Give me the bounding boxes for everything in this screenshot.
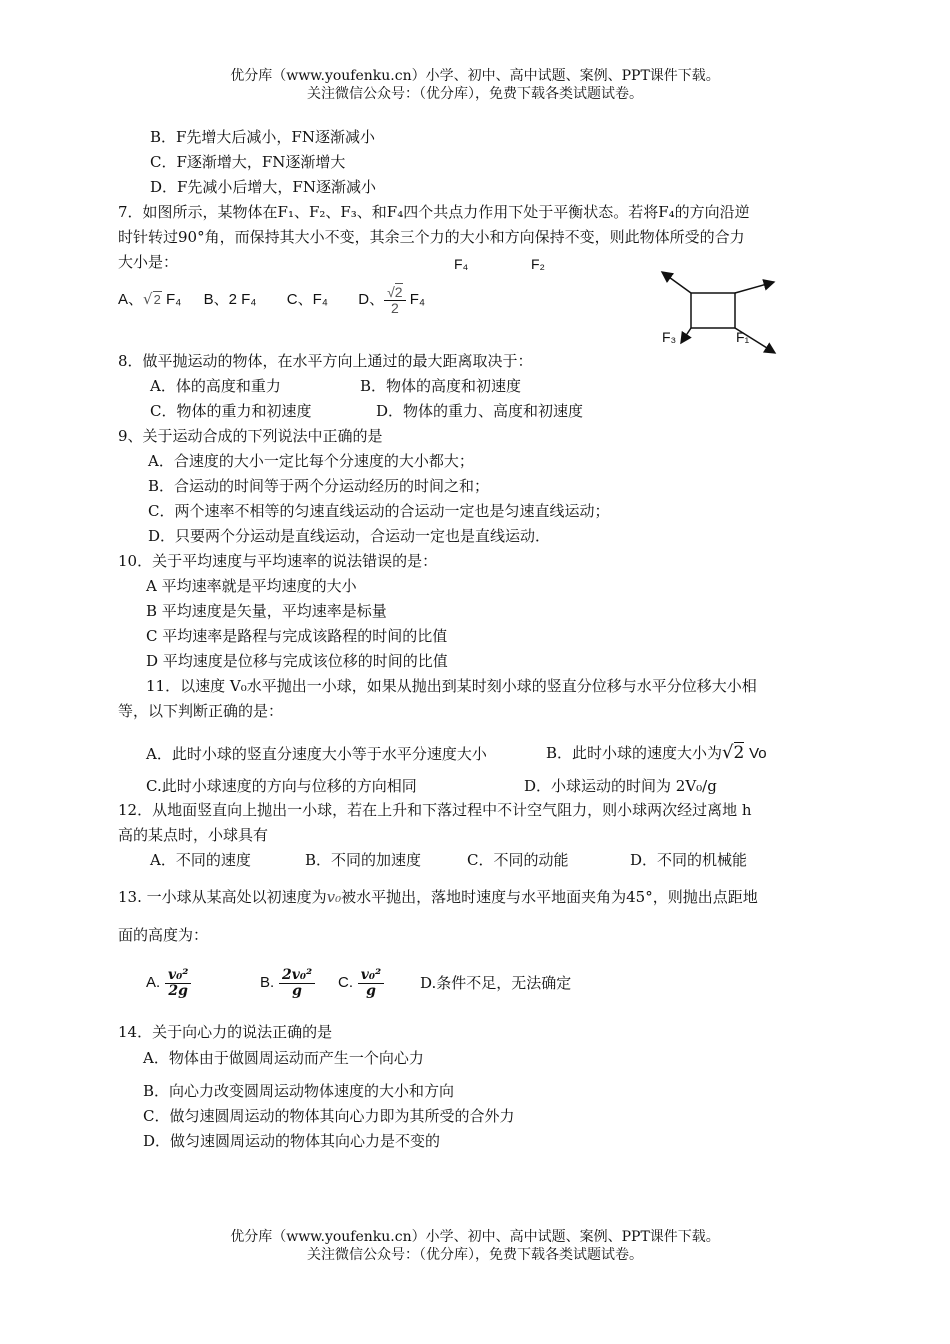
q13-stem-line1: 13. 一小球从某高处以初速度为v₀被水平抛出，落地时速度与水平地面夹角为45°，则抛出点距地 [118,888,758,906]
q8-stem: 8．做平抛运动的物体，在水平方向上通过的最大距离取决于： [118,352,533,370]
page-footer-line2: 关注微信公众号：（优分库），免费下载各类试题试卷。 [307,1247,643,1263]
q7-stem-line2: 时针转过90°角，而保持其大小不变，其余三个力的大小和方向保持不变，则此物体所受的合力 [118,228,745,246]
q7-stem-line1: 7．如图所示，某物体在F₁、F₂、F₃、和F₄四个共点力作用下处于平衡状态。若将F₄的方向沿逆 [118,203,750,221]
q10-option-b: B 平均速度是矢量，平均速率是标量 [146,602,387,620]
q9-option-a: A．合速度的大小一定比每个分速度的大小都大； [148,452,474,470]
q7-option-b: B、2 F₄ [203,291,257,308]
q13-option-b: B. $\frac{\text{2v₀²}}{g}$ [260,960,315,1005]
q6-option-c: C．F逐渐增大，FN逐渐增大 [150,153,346,171]
q7-arrow-f4 [662,272,691,293]
q11-stem-line2: 等，以下判断正确的是： [118,702,284,720]
q8-option-b: B．物体的高度和初速度 [360,377,522,395]
q7-stem-line3: 大小是： [118,253,179,271]
q7-option-c: C、F₄ [286,291,328,308]
q6-option-d: D．F先减小后增大，FN逐渐减小 [150,178,376,196]
q6-option-b: B．F先增大后减小，FN逐渐减小 [150,128,375,146]
q12-stem-line1: 12．从地面竖直向上抛出一小球，若在上升和下落过程中不计空气阻力，则小球两次经过离地 h [118,801,752,819]
q12-option-a: A．不同的速度 [150,851,251,869]
q7-label-f1: F₁ [736,329,750,345]
q9-stem: 9、关于运动合成的下列说法中正确的是 [118,427,383,445]
q7-label-f2: F₂ [531,256,545,272]
q9-option-c: C．两个速率不相等的匀速直线运动的合运动一定也是匀速直线运动； [148,502,610,520]
q11-option-b: B．此时小球的速度大小为√2 Vo [546,742,767,763]
q10-option-d: D 平均速度是位移与完成该位移的时间的比值 [146,652,448,670]
q11-option-d: D．小球运动的时间为 2V₀/g [524,777,717,795]
q13-option-d: D.条件不足，无法确定 [420,974,572,992]
q10-stem: 10．关于平均速度与平均速率的说法错误的是： [118,552,438,570]
q9-option-d: D．只要两个分运动是直线运动，合运动一定也是直线运动． [148,527,551,545]
q10-option-c: C 平均速率是路程与完成该路程的时间的比值 [146,627,448,645]
q13-stem-line2: 面的高度为： [118,926,209,944]
q7-arrow-f3 [681,328,691,343]
q8-option-a: A．体的高度和重力 [150,377,281,395]
q12-stem-line2: 高的某点时，小球具有 [118,826,269,844]
q7-option-a: A、√2 F₄ [118,290,182,308]
q7-label-f3: F₃ [662,329,677,345]
q12-option-b: B．不同的加速度 [305,851,422,869]
q7-force-diagram [640,250,830,370]
q7-arrow-f2 [735,282,774,293]
q14-stem: 14．关于向心力的说法正确的是 [118,1023,333,1041]
q7-options [118,282,425,317]
q9-option-b: B．合运动的时间等于两个分运动经历的时间之和； [148,477,490,495]
q12-option-c: C．不同的动能 [467,851,569,869]
q14-option-d: D．做匀速圆周运动的物体其向心力是不变的 [143,1132,441,1150]
q14-option-a: A．物体由于做圆周运动而产生一个向心力 [143,1049,424,1067]
q7-body-box [691,293,735,328]
q13-option-a: A. $\frac{\text{v₀²}}{2g}$ [146,960,191,1005]
q13-option-c: C. $\frac{\text{v₀²}}{g}$ [338,960,384,1005]
q8-option-d: D．物体的重力、高度和初速度 [376,402,584,420]
q14-option-b: B．向心力改变圆周运动物体速度的大小和方向 [143,1082,455,1100]
q11-option-a: A．此时小球的竖直分速度大小等于水平分速度大小 [146,745,487,763]
page-header-line2: 关注微信公众号：（优分库），免费下载各类试题试卷。 [307,86,643,102]
q10-option-a: A 平均速率就是平均速度的大小 [146,577,357,595]
q14-option-c: C．做匀速圆周运动的物体其向心力即为其所受的合外力 [143,1107,515,1125]
q12-option-d: D．不同的机械能 [630,851,748,869]
q11-stem-line1: 11．以速度 V₀水平抛出一小球，如果从抛出到某时刻小球的竖直分位移与水平分位移大小相 [146,677,757,695]
page-header-line1: 优分库（www.youfenku.cn）小学、初中、高中试题、案例、PPT课件下载。 [230,68,720,84]
q7-label-f4: F₄ [454,256,469,272]
q8-option-c: C．物体的重力和初速度 [150,402,312,420]
q11-option-c: C.此时小球速度的方向与位移的方向相同 [146,777,417,795]
page-footer-line1: 优分库（www.youfenku.cn）小学、初中、高中试题、案例、PPT课件下载。 [230,1229,720,1245]
q7-option-d: D、 $\frac{√2}{2}$ F₄ [358,283,426,316]
